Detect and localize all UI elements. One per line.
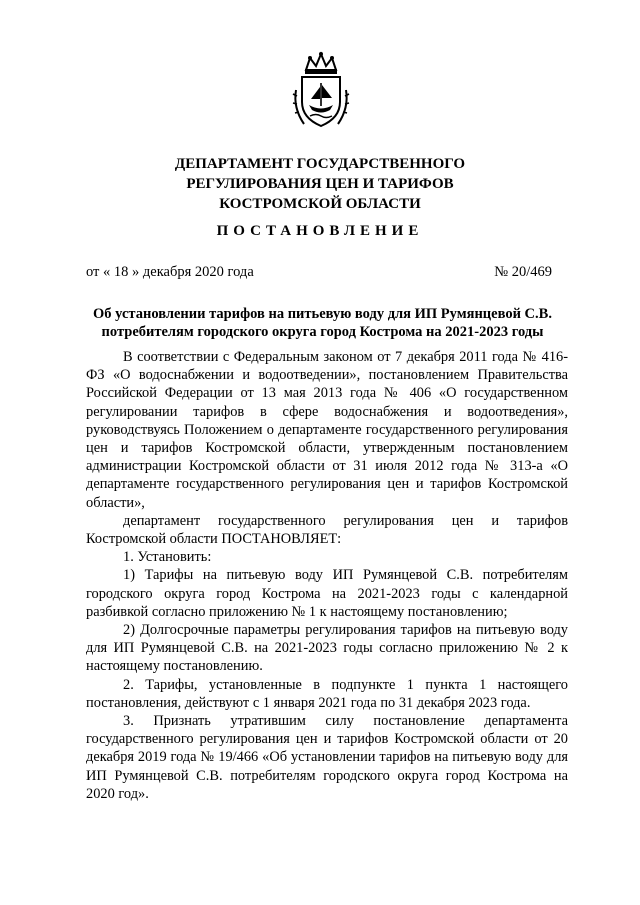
- coat-of-arms-emblem: [290, 50, 352, 130]
- department-heading: [60, 154, 580, 214]
- clause-1-paragraph: 1. Установить:: [123, 549, 212, 566]
- subject-line-1: Об установлении тарифов на питьевую воду для ИП Румянцевой С.В.: [93, 306, 552, 322]
- document-body: [86, 348, 568, 803]
- document-number: № 20/469: [494, 264, 552, 280]
- clause-1-2-paragraph: 2) Долгосрочные параметры регулирования тарифов на питьевую воду для ИП Румянцевой С.В. на 2021-2023 годы согласно приложению № 2 к настоящему постановлению.: [86, 622, 568, 675]
- document-date: от « 18 » декабря 2020 года: [86, 264, 254, 280]
- subject-line-2: потребителям городского округа город Кострома на 2021-2023 годы: [101, 324, 544, 340]
- resolution-paragraph: департамент государственного регулирования цен и тарифов Костромской области ПОСТАНОВЛЯЕТ:: [86, 512, 568, 548]
- department-line-1: ДЕПАРТАМЕНТ ГОСУДАРСТВЕННОГО: [174, 156, 466, 172]
- clause-1-1-paragraph: 1) Тарифы на питьевую воду ИП Румянцевой С.В. потребителям городского округа город Кострома на 2021-2023 годы с календарной разбивкой согласно приложению № 1 к настоящему постановлению;: [86, 567, 568, 620]
- preamble-paragraph: В соответствии с Федеральным законом от 7 декабря 2011 года № 416-ФЗ «О водоснабжении и водоотведении», постановлением Правительства Российской Федерации от 13 мая 2013 года № 406 «О государственном регулировании тарифов в сфере водоснабжения и водоотведения», руководствуясь Положением о департаменте государственного регулирования цен и тарифов Костромской области, утвержденным постановлением администрации Костромской области от 31 июля 2012 года № 313-а «О департаменте государственного регулирования цен и тарифов Костромской области»,: [86, 349, 568, 511]
- department-line-2: РЕГУЛИРОВАНИЯ ЦЕН И ТАРИФОВ: [186, 176, 454, 192]
- department-line-3: КОСТРОМСКОЙ ОБЛАСТИ: [219, 196, 421, 212]
- clause-3-paragraph: 3. Признать утратившим силу постановление департамента государственного регулирования цен и тарифов Костромской области от 20 декабря 2019 года № 19/466 «Об установлении тарифов на питьевую воду для ИП Румянцевой С.В. потребителям городского округа город Кострома на 2020 год».: [86, 713, 568, 802]
- document-subject: [80, 305, 565, 341]
- clause-2-paragraph: 2. Тарифы, установленные в подпункте 1 пункта 1 настоящего постановления, действуют с 1 января 2021 года по 31 декабря 2023 года.: [86, 676, 568, 711]
- document-meta-row: [86, 264, 552, 281]
- document-type-title: ПОСТАНОВЛЕНИЕ: [216, 223, 424, 239]
